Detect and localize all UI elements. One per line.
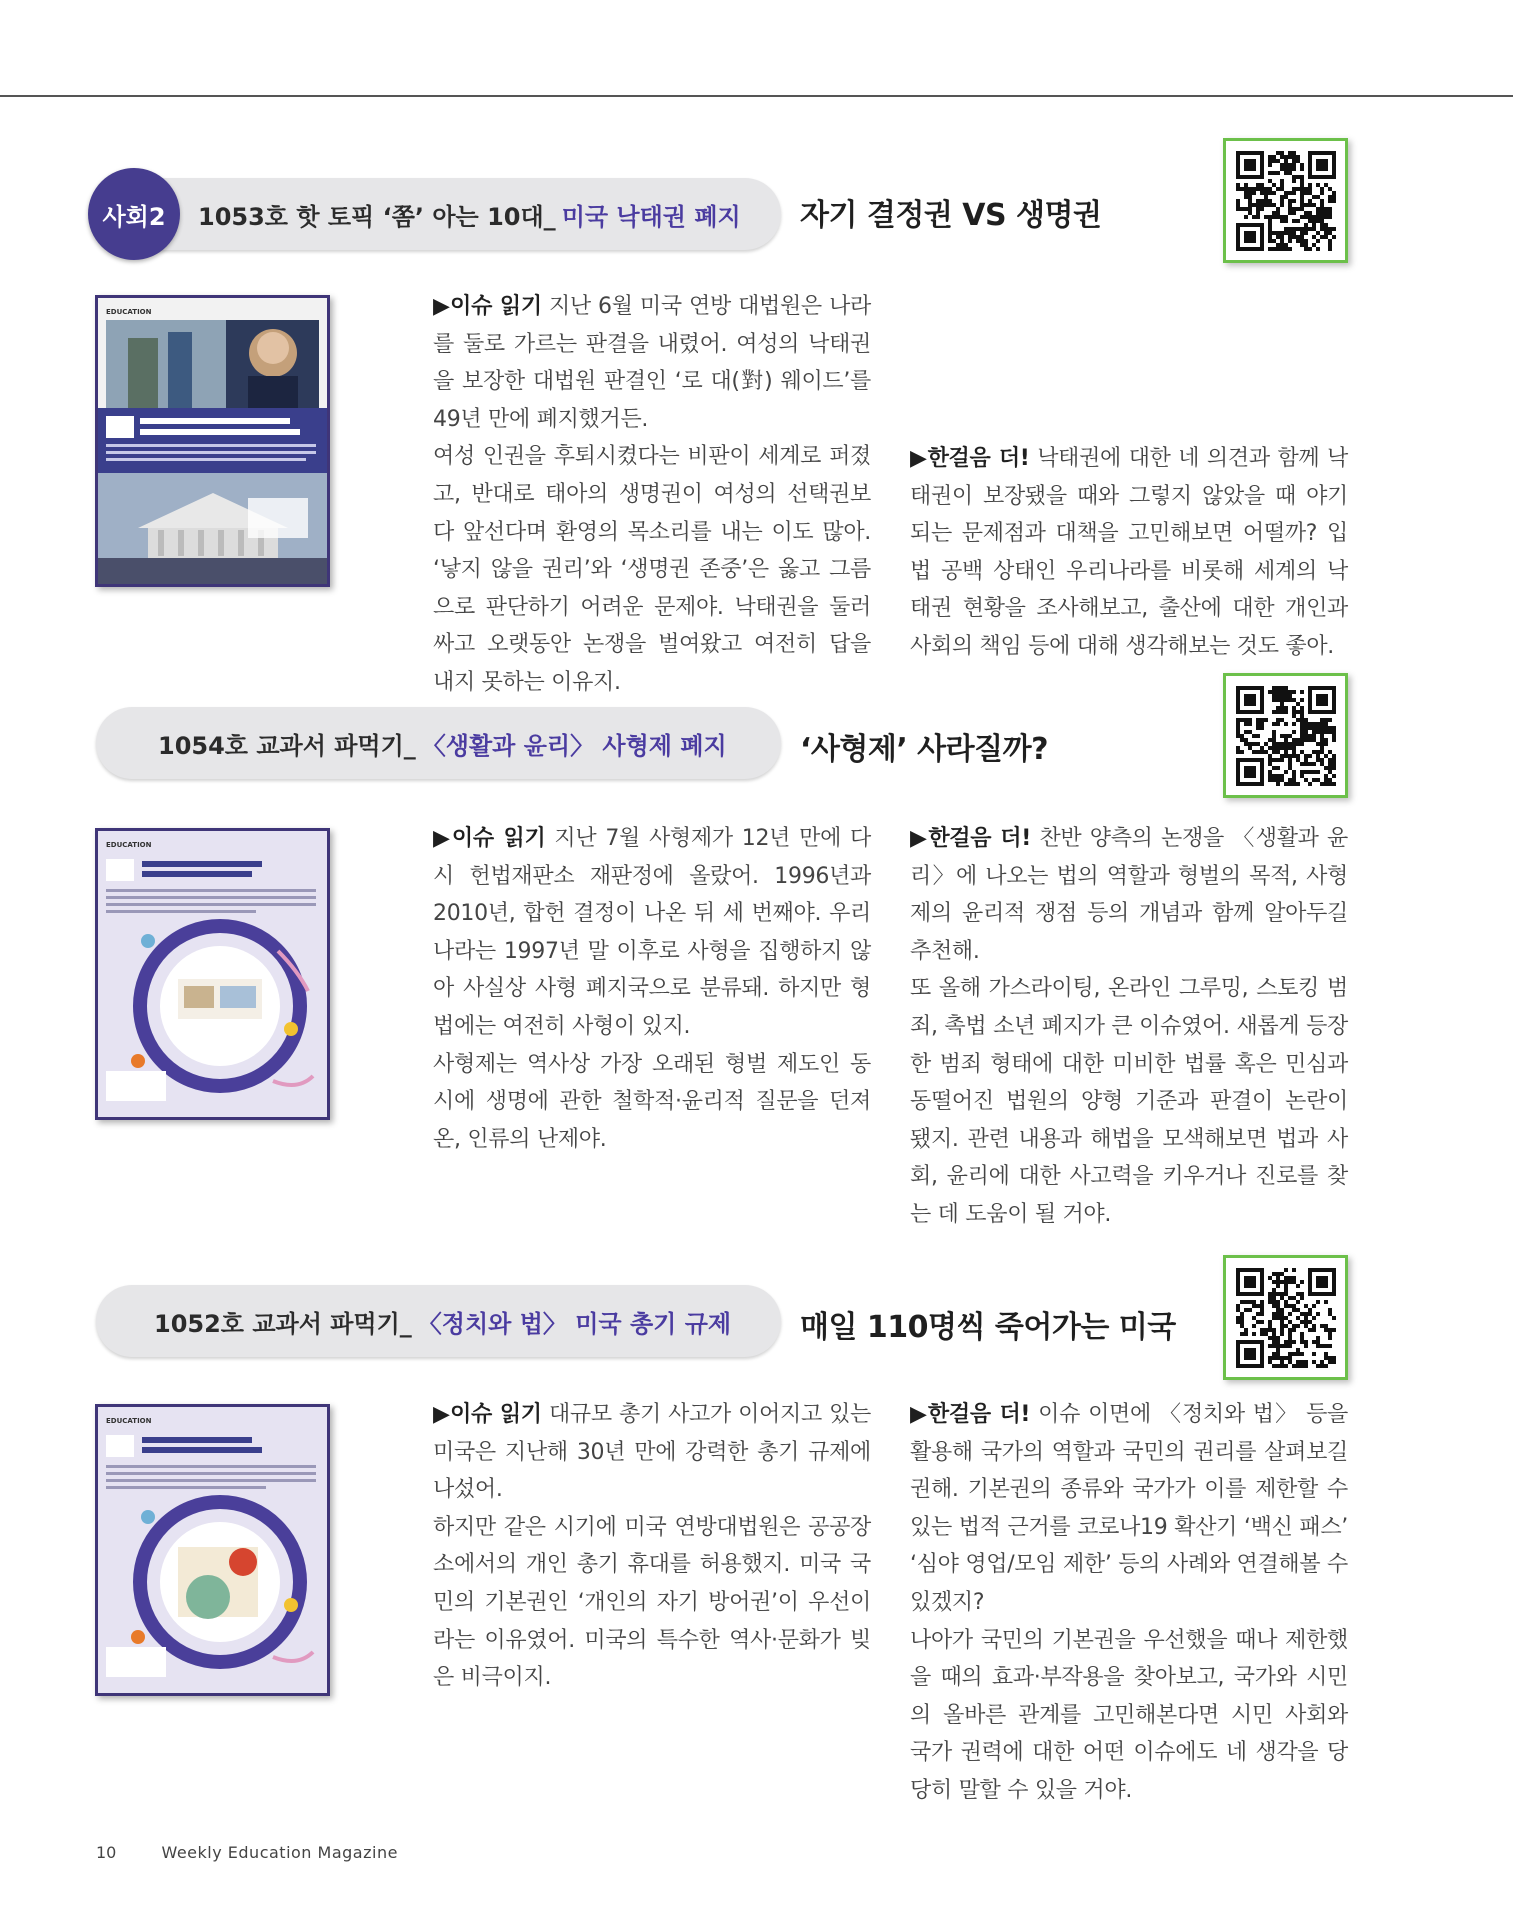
category-badge: 사회2 [88, 168, 180, 260]
issue-text-2: 사형제는 역사상 가장 오래된 형벌 제도인 동시에 생명에 관한 철학적·윤리적 질문을 던져 온, 인류의 난제야. [433, 1051, 871, 1152]
issue-column [433, 288, 871, 702]
article-thumbnail[interactable] [95, 828, 330, 1120]
section-headline: ‘사형제’ 사라질까? [800, 732, 1048, 767]
article-thumbnail[interactable] [95, 1404, 330, 1696]
svg-text:EDUCATION: EDUCATION [106, 308, 152, 316]
issue-label: ▶이슈 읽기 [433, 826, 546, 851]
svg-text:EDUCATION: EDUCATION [106, 1417, 152, 1425]
qr-code-icon [1236, 686, 1336, 786]
qr-code[interactable] [1223, 1255, 1348, 1380]
tag-accent: 〈정치와 법〉 미국 총기 규제 [417, 1309, 732, 1338]
article-thumbnail[interactable] [95, 295, 330, 587]
issue-text-2: 하지만 같은 시기에 미국 연방대법원은 공공장소에서의 개인 총기 휴대를 허용했지. 미국 국민의 기본권인 ‘개인의 자기 방어권’이 우선이라는 이유였어. 미국의 특수한 역사·문화가 빚은 비극이지. [433, 1514, 871, 1691]
section-tag [96, 707, 781, 779]
qr-code[interactable] [1223, 673, 1348, 798]
more-text-2: 또 올해 가스라이팅, 온라인 그루밍, 스토킹 범죄, 촉법 소년 폐지가 큰 이슈였어. 새롭게 등장한 범죄 형태에 대한 미비한 법률 혹은 민심과 동떨어진 법원의 양형 기준과 판결이 논란이 됐지. 관련 내용과 해법을 모색해보면 법과 사회, 윤리에 대한 사고력을 키우거나 진로를 찾는 데 도움이 될 거야. [910, 976, 1348, 1227]
tag-accent: 〈생활과 윤리〉 사형제 폐지 [421, 731, 727, 760]
section-headline: 매일 110명씩 죽어가는 미국 [800, 1310, 1176, 1345]
issue-text-2: 여성 인권을 후퇴시켰다는 비판이 세계로 퍼졌고, 반대로 태아의 생명권이 여성의 선택권보다 앞선다며 환영의 목소리를 내는 이도 많아. ‘낳지 않을 권리’와 ‘생명권 존중’은 옳고 그름으로 판단하기 어려운 문제야. 낙태권을 둘러싸고 오랫동안 논쟁을 벌여왔고 여전히 답을 내지 못하는 이유지. [433, 444, 871, 695]
more-label: ▶한걸음 더! [910, 1402, 1031, 1427]
issue-text: 지난 7월 사형제가 12년 만에 다시 헌법재판소 재판정에 올랐어. 1996년과 2010년, 합헌 결정이 나온 뒤 세 번째야. 우리나라는 1997년 말 이후로 사형을 집행하지 않아 사실상 사형 폐지국으로 분류돼. 하지만 형법에는 여전히 사형이 있지. [433, 826, 871, 1039]
tag-text: 1052호 교과서 파먹기_ [154, 1309, 412, 1338]
tag-accent: 미국 낙태권 폐지 [561, 202, 741, 231]
thumbnail-image [98, 1407, 327, 1693]
qr-code-icon [1236, 1268, 1336, 1368]
more-column [910, 440, 1348, 666]
tag-text: 1054호 교과서 파먹기_ [158, 731, 416, 760]
more-text: 찬반 양측의 논쟁을 〈생활과 윤리〉에 나오는 법의 역할과 형벌의 목적, 사형제의 윤리적 쟁점 등의 개념과 함께 알아두길 추천해. [910, 826, 1348, 964]
issue-column [433, 820, 871, 1158]
qr-code-icon [1236, 151, 1336, 251]
top-rule [0, 95, 1513, 97]
issue-text: 대규모 총기 사고가 이어지고 있는 미국은 지난해 30년 만에 강력한 총기 규제에 나섰어. [433, 1402, 871, 1503]
more-label: ▶한걸음 더! [910, 446, 1030, 471]
section-tag [96, 178, 781, 250]
tag-text: 1053호 핫 토픽 ‘쫌’ 아는 10대_ [198, 202, 556, 231]
magazine-name: Weekly Education Magazine [161, 1843, 398, 1862]
more-label: ▶한걸음 더! [910, 826, 1031, 851]
more-column [910, 1396, 1348, 1810]
thumbnail-image [98, 298, 327, 584]
issue-column [433, 1396, 871, 1697]
qr-code[interactable] [1223, 138, 1348, 263]
more-text: 낙태권에 대한 네 의견과 함께 낙태권이 보장됐을 때와 그렇지 않았을 때 야기되는 문제점과 대책을 고민해보면 어떨까? 입법 공백 상태인 우리나라를 비롯해 세계의 낙태권 현황을 조사해보고, 출산에 대한 개인과 사회의 책임 등에 대해 생각해보는 것도 좋아. [910, 446, 1348, 659]
thumbnail-image [98, 831, 327, 1117]
issue-text: 지난 6월 미국 연방 대법원은 나라를 둘로 가르는 판결을 내렸어. 여성의 낙태권을 보장한 대법원 판결인 ‘로 대(對) 웨이드’를 49년 만에 폐지했거든. [433, 294, 871, 432]
section-headline: 자기 결정권 VS 생명권 [800, 198, 1102, 233]
page-number: 10 [96, 1843, 117, 1862]
issue-label: ▶이슈 읽기 [433, 1402, 542, 1427]
section-tag [96, 1285, 781, 1357]
page-footer [96, 1843, 398, 1862]
more-text-2: 나아가 국민의 기본권을 우선했을 때나 제한했을 때의 효과·부작용을 찾아보고, 국가와 시민의 올바른 관계를 고민해본다면 시민 사회와 국가 권력에 대한 어떤 이슈에도 네 생각을 당당히 말할 수 있을 거야. [910, 1627, 1348, 1803]
issue-label: ▶이슈 읽기 [433, 294, 542, 319]
more-text: 이슈 이면에 〈정치와 법〉 등을 활용해 국가의 역할과 국민의 권리를 살펴보길 권해. 기본권의 종류와 국가가 이를 제한할 수 있는 법적 근거를 코로나19 확산기 ‘백신 패스’ ‘심야 영업/모임 제한’ 등의 사례와 연결해볼 수 있겠지? [910, 1402, 1348, 1615]
svg-text:EDUCATION: EDUCATION [106, 841, 152, 849]
more-column [910, 820, 1348, 1234]
